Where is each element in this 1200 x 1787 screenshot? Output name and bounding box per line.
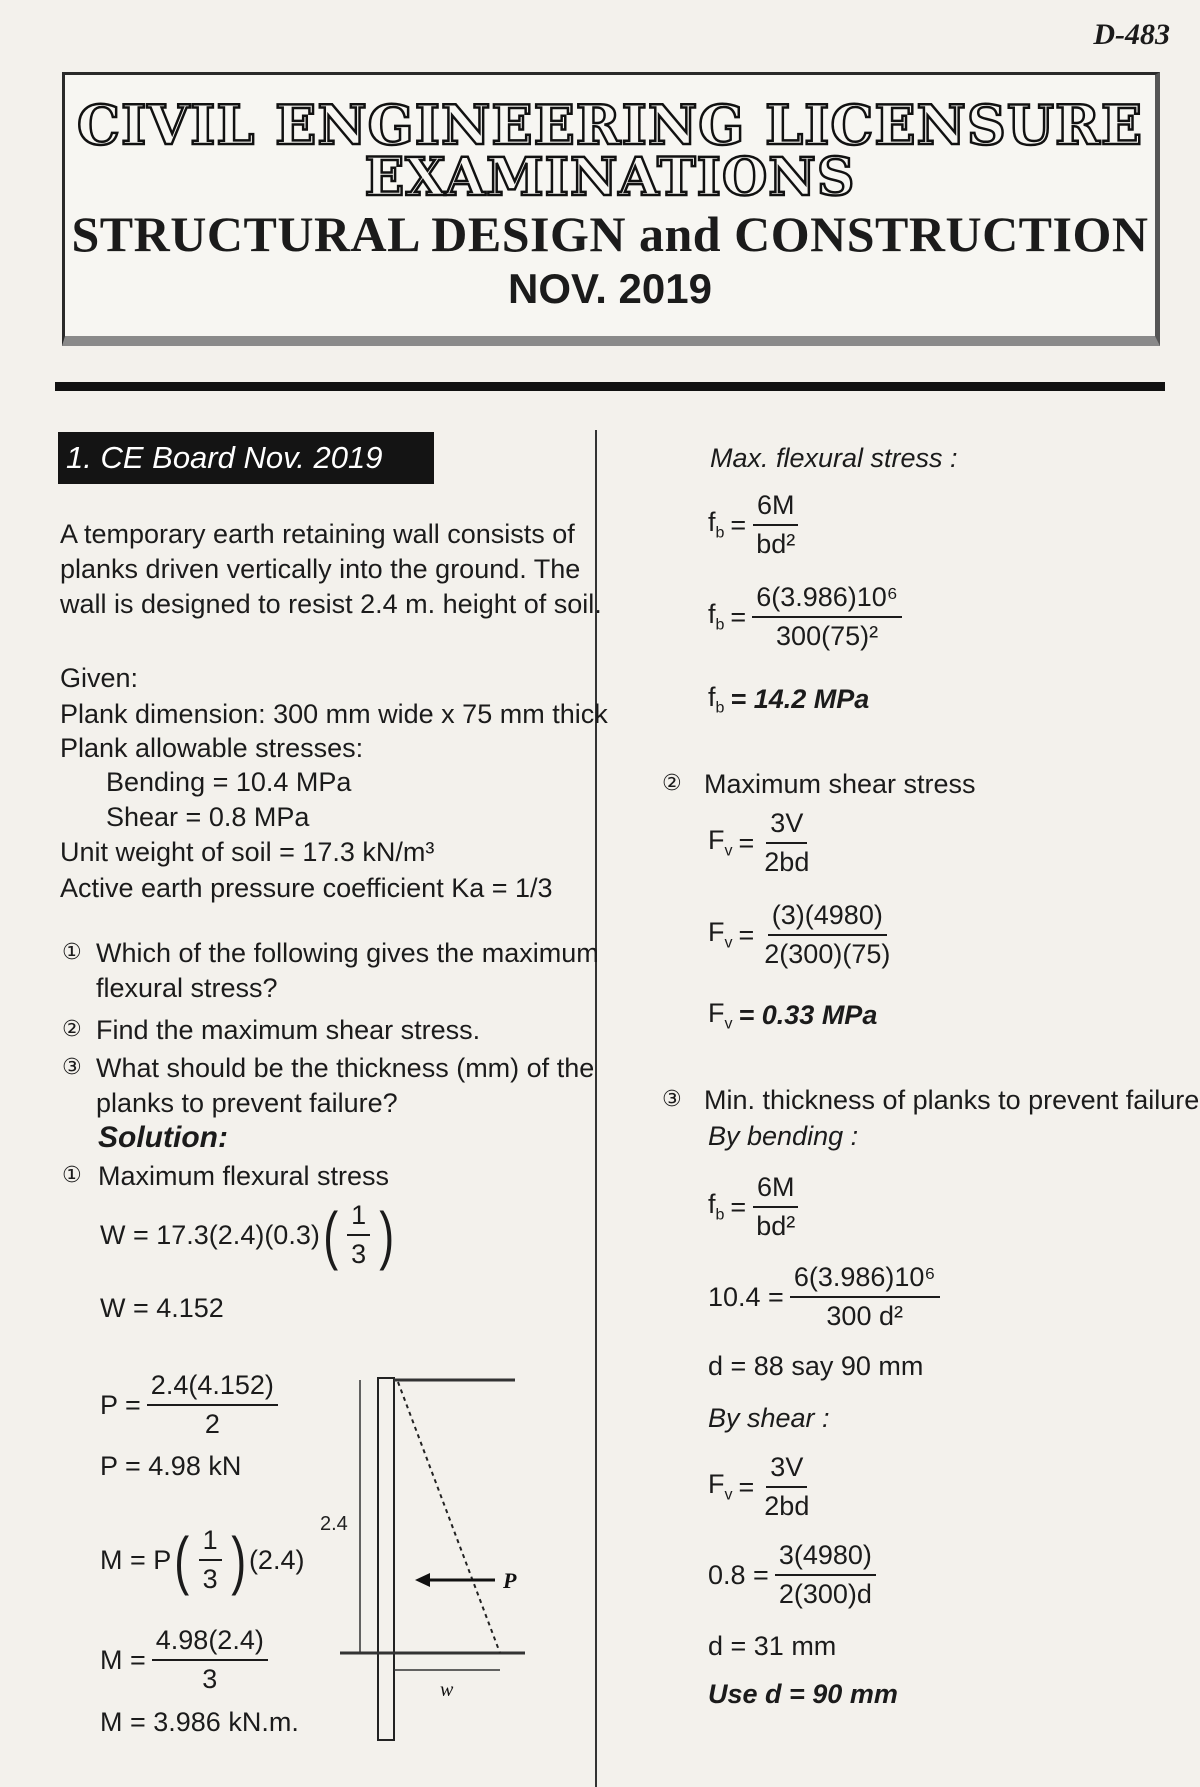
equation-p bbox=[100, 1370, 284, 1440]
equation-w bbox=[100, 1200, 398, 1270]
eq-sign: = bbox=[730, 1191, 747, 1222]
numerator: 2.4(4.152) bbox=[147, 1370, 278, 1406]
q1-number: ① bbox=[62, 940, 82, 965]
eq-lhs: P = bbox=[100, 1389, 141, 1420]
fraction bbox=[752, 1172, 799, 1242]
given-unit-weight: Unit weight of soil = 17.3 kN/m³ bbox=[60, 837, 435, 867]
column-divider bbox=[595, 430, 597, 1787]
denominator: bd² bbox=[756, 529, 796, 559]
denominator: 2bd bbox=[764, 847, 810, 877]
numerator: 6(3.986)10⁶ bbox=[752, 582, 902, 618]
given-allowable-label: Plank allowable stresses: bbox=[60, 733, 364, 763]
denominator: 300(75)² bbox=[776, 621, 879, 651]
force-arrow-head bbox=[415, 1573, 430, 1587]
equation-fv1 bbox=[708, 808, 819, 878]
given-label: Given: bbox=[60, 663, 139, 693]
height-label: 2.4 bbox=[320, 1513, 348, 1535]
header-box bbox=[62, 72, 1160, 346]
denominator: 2(300)(75) bbox=[764, 939, 891, 969]
q2-number: ② bbox=[62, 1017, 82, 1042]
eq-lhs: M = P bbox=[100, 1544, 172, 1575]
numerator: (3)(4980) bbox=[768, 900, 887, 936]
fb-symbol: $f_b$ bbox=[708, 599, 725, 634]
numerator: 3V bbox=[766, 1452, 807, 1488]
left-paren: ( bbox=[323, 1199, 338, 1271]
solution-label: Solution: bbox=[98, 1121, 228, 1154]
numerator: 4.98(2.4) bbox=[152, 1625, 268, 1661]
numerator: 6(3.986)10⁶ bbox=[790, 1262, 940, 1298]
numerator: 6M bbox=[753, 490, 799, 526]
equation-m2 bbox=[100, 1625, 274, 1695]
load-label: w bbox=[440, 1679, 454, 1701]
given-ka: Active earth pressure coefficient Ka = 1/3 bbox=[60, 873, 553, 903]
plank bbox=[378, 1378, 394, 1740]
page-code: D-483 bbox=[1093, 18, 1170, 51]
q1-text: Which of the following gives the maximum bbox=[96, 938, 599, 968]
statement-line: wall is designed to resist 2.4 m. height of soil. bbox=[60, 589, 602, 619]
s1-title: Maximum flexural stress bbox=[98, 1161, 390, 1191]
q3-number: ③ bbox=[62, 1055, 82, 1080]
eq-sign: = bbox=[738, 1471, 755, 1502]
d-bending-result: d = 88 say 90 mm bbox=[708, 1351, 924, 1381]
p-result: P = 4.98 kN bbox=[100, 1451, 242, 1481]
fraction bbox=[775, 1540, 876, 1610]
fraction bbox=[760, 808, 813, 878]
eq-sign: = bbox=[738, 827, 755, 858]
denominator: 2(300)d bbox=[778, 1579, 872, 1609]
s3-number: ③ bbox=[662, 1087, 682, 1112]
fb-symbol: $f_b$ bbox=[708, 1189, 725, 1224]
fv-symbol: $F_v$ bbox=[708, 825, 733, 860]
title-line2: EXAMINATIONS bbox=[364, 147, 856, 208]
numerator: 1 bbox=[199, 1525, 222, 1561]
eq-lhs: W = 17.3(2.4)(0.3) bbox=[100, 1219, 320, 1250]
left-paren: ( bbox=[174, 1524, 190, 1596]
denominator: 3 bbox=[202, 1664, 218, 1694]
q3-text: planks to prevent failure? bbox=[96, 1088, 398, 1118]
denominator: 3 bbox=[351, 1239, 367, 1269]
eq-lhs: 10.4 = bbox=[708, 1281, 784, 1312]
equation-fb1 bbox=[708, 490, 805, 560]
denominator: 3 bbox=[202, 1564, 218, 1594]
m-result: M = 3.986 kN.m. bbox=[100, 1707, 299, 1737]
statement-line: planks driven vertically into the ground. The bbox=[60, 554, 581, 584]
given-bending: Bending = 10.4 MPa bbox=[106, 767, 352, 797]
s3-title: Min. thickness of planks to prevent failure bbox=[704, 1085, 1200, 1115]
retaining-wall-diagram bbox=[320, 1370, 530, 1750]
eq-sign: = bbox=[730, 509, 747, 540]
title-line1: CIVIL ENGINEERING LICENSURE bbox=[77, 93, 1143, 157]
pressure-line bbox=[398, 1382, 500, 1653]
right-paren: ) bbox=[230, 1524, 246, 1596]
fb-value: = 14.2 MPa bbox=[730, 684, 870, 715]
q1-text: flexural stress? bbox=[96, 973, 278, 1003]
fraction bbox=[152, 1625, 268, 1695]
right-paren: ) bbox=[379, 1199, 395, 1271]
numerator: 3V bbox=[766, 808, 807, 844]
denominator: 2bd bbox=[764, 1491, 810, 1521]
fraction bbox=[752, 582, 902, 652]
by-bending-label: By bending : bbox=[708, 1121, 859, 1151]
eq-lhs: 0.8 = bbox=[708, 1559, 769, 1590]
d-shear-result: d = 31 mm bbox=[708, 1631, 837, 1661]
fraction bbox=[790, 1262, 940, 1332]
subject-title: STRUCTURAL DESIGN and CONSTRUCTION bbox=[71, 206, 1149, 262]
exam-date: NOV. 2019 bbox=[508, 265, 712, 312]
fb-symbol: $f_b$ bbox=[708, 682, 725, 717]
fv-symbol: $F_v$ bbox=[708, 1469, 733, 1504]
force-label: P bbox=[503, 1568, 517, 1593]
equation-bending-d bbox=[708, 1262, 946, 1332]
s2-number: ② bbox=[662, 771, 682, 796]
fv-value: = 0.33 MPa bbox=[738, 1000, 878, 1031]
q3-text: What should be the thickness (mm) of the bbox=[96, 1053, 595, 1083]
fv-symbol: $F_v$ bbox=[708, 917, 733, 952]
fraction bbox=[760, 900, 894, 970]
equation-shear-d bbox=[708, 1540, 882, 1610]
use-d-result: Use d = 90 mm bbox=[708, 1679, 898, 1709]
fv-symbol: $F_v$ bbox=[708, 998, 733, 1033]
eq-sign: = bbox=[738, 919, 755, 950]
by-shear-label: By shear : bbox=[708, 1403, 830, 1433]
fraction bbox=[147, 1370, 278, 1440]
numerator: 6M bbox=[753, 1172, 799, 1208]
numerator: 1 bbox=[347, 1200, 370, 1236]
header-rule bbox=[55, 382, 1165, 391]
q2-text: Find the maximum shear stress. bbox=[96, 1015, 481, 1045]
fraction bbox=[199, 1525, 222, 1595]
eq-rhs: (2.4) bbox=[248, 1544, 305, 1575]
denominator: 300 d² bbox=[826, 1301, 903, 1331]
eq-lhs: M = bbox=[100, 1644, 146, 1675]
equation-fb3 bbox=[708, 1172, 805, 1242]
given-shear: Shear = 0.8 MPa bbox=[106, 802, 310, 832]
maxflex-label: Max. flexural stress : bbox=[710, 443, 958, 473]
numerator: 3(4980) bbox=[775, 1540, 876, 1576]
equation-fb2 bbox=[708, 582, 908, 652]
statement-line: A temporary earth retaining wall consists of bbox=[60, 519, 575, 549]
denominator: 2 bbox=[204, 1409, 220, 1439]
eq-sign: = bbox=[730, 601, 747, 632]
given-plank-dim: Plank dimension: 300 mm wide x 75 mm thick bbox=[60, 699, 608, 729]
fv-result bbox=[708, 998, 877, 1033]
equation-fv2 bbox=[708, 900, 900, 970]
fb-result bbox=[708, 682, 869, 717]
fraction bbox=[752, 490, 799, 560]
equation-m1 bbox=[100, 1525, 304, 1595]
s1-number: ① bbox=[62, 1163, 82, 1188]
equation-fv3 bbox=[708, 1452, 819, 1522]
fraction bbox=[347, 1200, 370, 1270]
problem-tag: 1. CE Board Nov. 2019 bbox=[58, 432, 434, 484]
s2-title: Maximum shear stress bbox=[704, 769, 976, 799]
fb-symbol: $f_b$ bbox=[708, 507, 725, 542]
denominator: bd² bbox=[756, 1211, 796, 1241]
w-result: W = 4.152 bbox=[100, 1293, 224, 1323]
fraction bbox=[760, 1452, 813, 1522]
